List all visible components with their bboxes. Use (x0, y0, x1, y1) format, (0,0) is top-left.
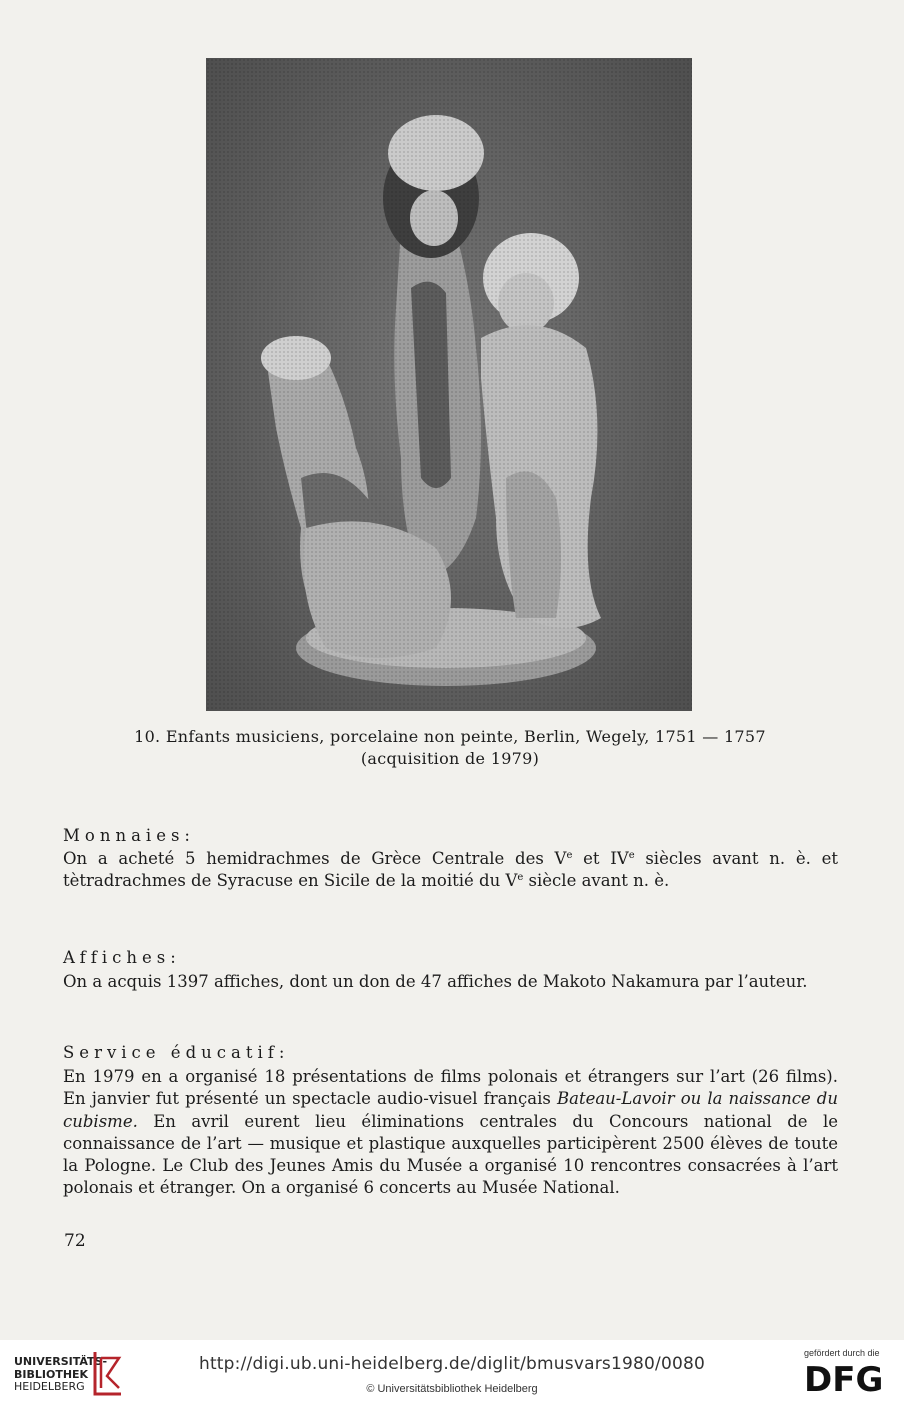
paragraph-affiches: On a acquis 1397 affiches, dont un don de 47 affiches de Makoto Nakamura par l’auteur. (63, 972, 808, 991)
copyright-text: © Universitätsbibliothek Heidelberg (366, 1383, 538, 1395)
library-line-1: UNIVERSITÄTS- (14, 1355, 108, 1368)
page-number: 72 (64, 1231, 86, 1251)
monnaies-text-d: siècle avant n. è. (523, 871, 670, 891)
document-url-link[interactable]: http://digi.ub.uni-heidelberg.de/diglit/bmusvars1980/0080 (198, 1354, 706, 1374)
monnaies-text-a: On a acheté 5 hemidrachmes de Grèce Centrale des V (63, 849, 567, 868)
dfg-funding-note: gefördert durch die (804, 1348, 880, 1358)
section-title-service: Service éducatif: (63, 1043, 290, 1062)
porcelain-figure-image (206, 58, 692, 711)
monnaies-sup-3: e (517, 872, 524, 884)
paragraph-monnaies (63, 848, 838, 893)
paragraph-service (63, 1066, 838, 1200)
monnaies-text-c: siècles avant n. è. et tètradrachmes de Syracuse en Sicile de la moitié du V (63, 849, 839, 891)
service-text-a: En 1979 en a organisé 18 présentations de films polonais et étrangers sur l’art (26 films). En janvier fut présenté un spectacle audio-visuel français (63, 1067, 838, 1109)
dfg-logo-icon (804, 1360, 892, 1396)
section-title-affiches: Affiches: (63, 948, 181, 967)
porcelain-figure-photo (206, 58, 692, 711)
library-line-2: BIBLIOTHEK (14, 1367, 89, 1381)
monnaies-sup-2: e (628, 850, 635, 861)
footer-bar (0, 1340, 904, 1405)
service-italic-title: Bateau-Lavoir ou la naissance du cubisme. (63, 1089, 838, 1131)
caption-line-1: 10. Enfants musiciens, porcelaine non peinte, Berlin, Wegely, 1751 — 1757 (134, 727, 766, 746)
monnaies-text-b: et IV (572, 849, 629, 868)
figure-caption (100, 726, 800, 770)
library-line-3: HEIDELBERG (14, 1380, 85, 1393)
service-text-b: En avril eurent lieu éliminations centrales du Concours national de le connaissance de l’art — musique et plastique auxquelles participèrent 2500 élèves de toute la Pologne. Le Club des Jeunes Amis du Musée a organisé 10 rencontres consacrées à l’art polonais et étranger. On a organisé 6 concerts au Musée National. (63, 1111, 838, 1198)
section-title-monnaies: Monnaies: (63, 826, 195, 845)
monnaies-sup-1: e (566, 850, 573, 861)
dfg-logo-text: DFG (804, 1360, 884, 1396)
caption-line-2: (acquisition de 1979) (360, 749, 540, 768)
